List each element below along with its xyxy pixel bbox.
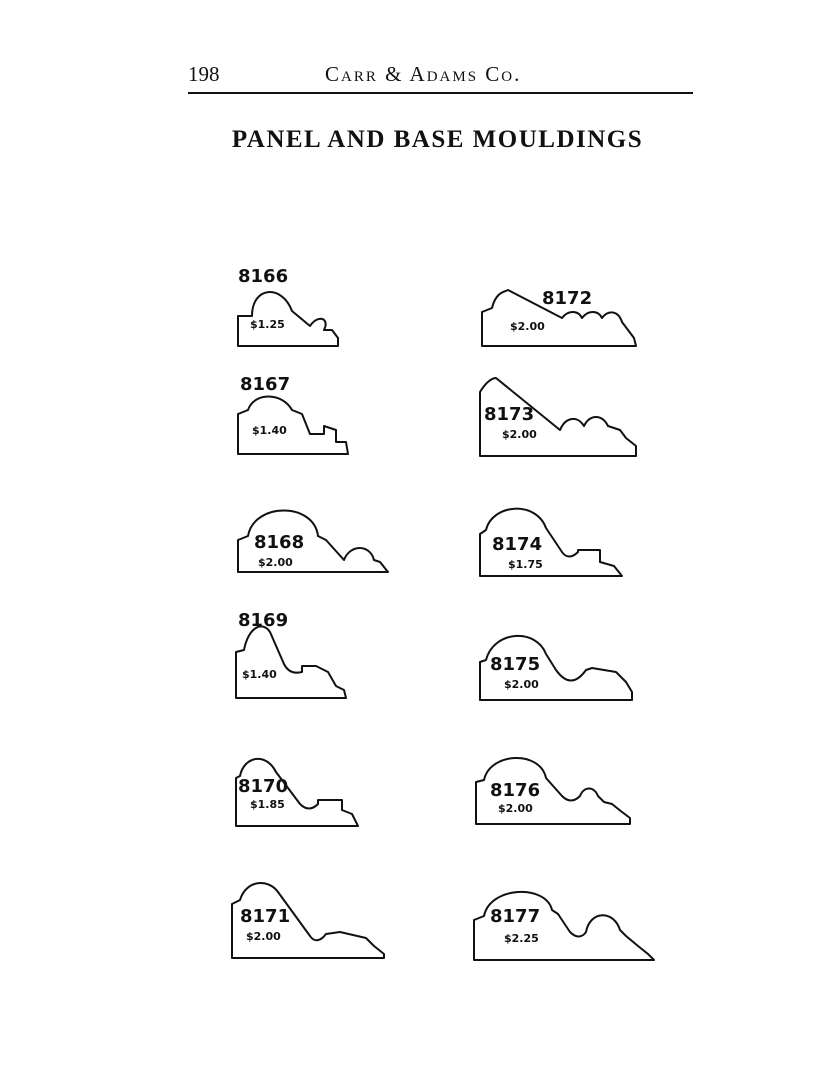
running-title: Carr & Adams Co. — [325, 62, 522, 86]
moulding-8169 — [232, 610, 362, 710]
moulding-price: $2.00 — [510, 320, 545, 333]
moulding-8177 — [470, 880, 660, 970]
moulding-price: $1.40 — [242, 668, 277, 681]
moulding-8166 — [232, 266, 352, 356]
moulding-price: $1.75 — [508, 558, 543, 571]
moulding-price: $1.25 — [250, 318, 285, 331]
page-number: 198 — [188, 62, 220, 86]
moulding-number: 8172 — [542, 288, 593, 309]
moulding-number: 8171 — [240, 906, 291, 927]
moulding-8171 — [228, 876, 388, 966]
page-header — [188, 62, 693, 94]
moulding-price: $2.25 — [504, 932, 539, 945]
moulding-number: 8166 — [238, 266, 289, 287]
moulding-8175 — [476, 620, 646, 710]
moulding-number: 8170 — [238, 776, 289, 797]
moulding-number: 8167 — [240, 374, 291, 395]
moulding-8168 — [232, 504, 402, 584]
moulding-8173 — [476, 374, 646, 464]
moulding-8170 — [230, 750, 370, 840]
moulding-8167 — [232, 374, 362, 464]
moulding-number: 8177 — [490, 906, 541, 927]
moulding-price: $1.40 — [252, 424, 287, 437]
moulding-price: $1.85 — [250, 798, 285, 811]
moulding-number: 8169 — [238, 610, 289, 631]
moulding-price: $2.00 — [498, 802, 533, 815]
moulding-number: 8175 — [490, 654, 541, 675]
moulding-price: $2.00 — [502, 428, 537, 441]
moulding-price: $2.00 — [258, 556, 293, 569]
moulding-number: 8173 — [484, 404, 535, 425]
moulding-8174 — [476, 500, 636, 590]
moulding-price: $2.00 — [246, 930, 281, 943]
moulding-number: 8174 — [492, 534, 543, 555]
moulding-number: 8176 — [490, 780, 541, 801]
page-title: PANEL AND BASE MOULDINGS — [231, 126, 644, 153]
moulding-8176 — [470, 744, 640, 834]
moulding-8172 — [478, 282, 648, 352]
moulding-number: 8168 — [254, 532, 305, 553]
moulding-price: $2.00 — [504, 678, 539, 691]
